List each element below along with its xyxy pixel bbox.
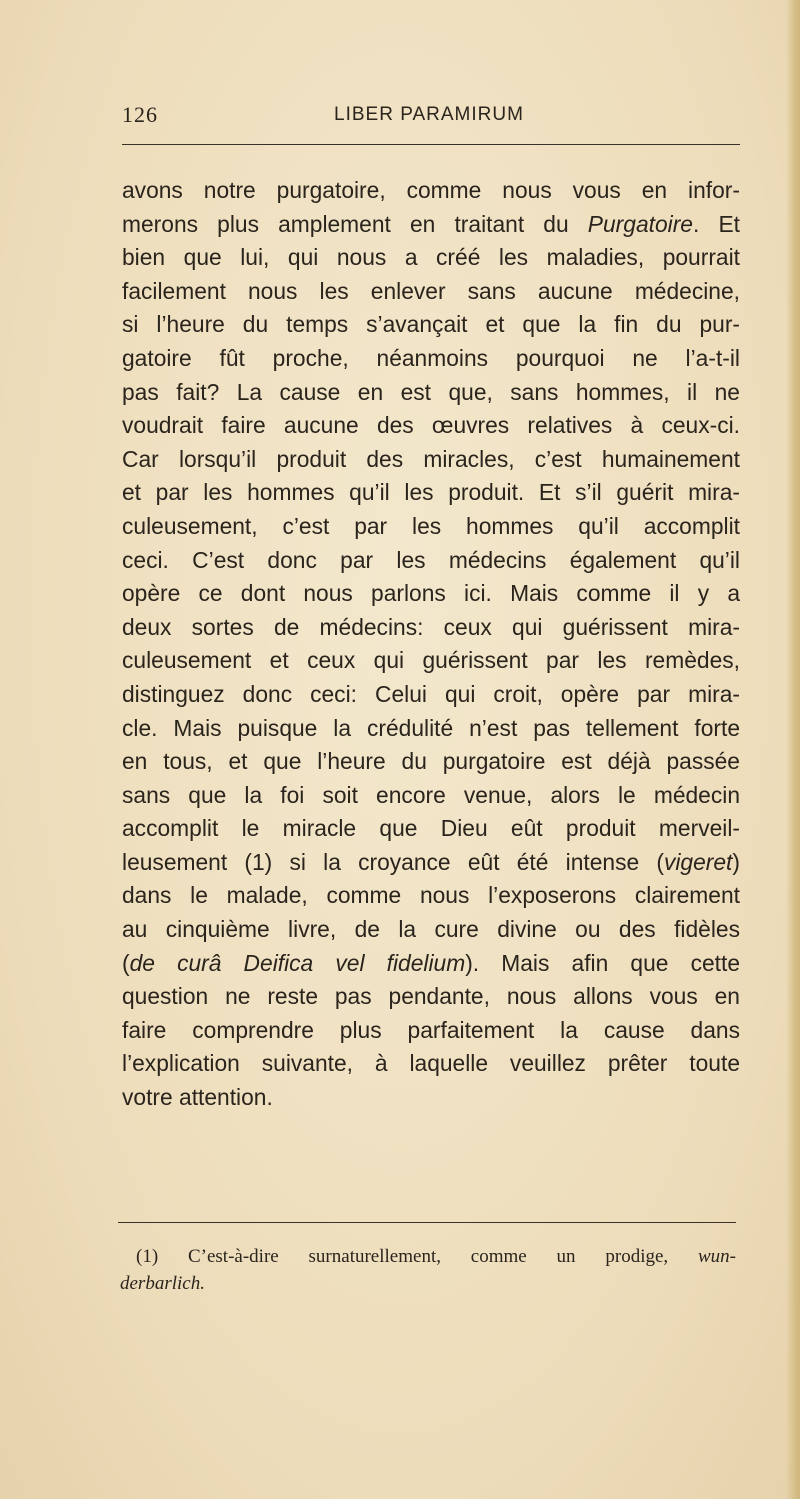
text-line: deux sortes de médecins: ceux qui guérissent mira- [122, 613, 740, 640]
text-line: bien que lui, qui nous a créé les maladies, pourrait [122, 244, 740, 271]
italic-text: wun- [698, 1246, 736, 1267]
text-line: gatoire fût proche, néanmoins pourquoi ne l’a-t-il [122, 344, 740, 371]
italic-text: vigeret [663, 848, 733, 875]
footnote-line [120, 1270, 736, 1297]
text-line: opère ce dont nous parlons ici. Mais comme il y a [122, 580, 740, 607]
italic-text: de curâ Deifica vel fidelium [129, 949, 466, 976]
text-line: question ne reste pas pendante, nous allons vous en [122, 983, 740, 1010]
text-line: facilement nous les enlever sans aucune médecine, [122, 277, 740, 304]
text-line: ceci. C’est donc par les médecins également qu’il [122, 546, 740, 573]
text-line: au cinquième livre, de la cure divine ou des fidèles [122, 916, 740, 943]
text-line: dans le malade, comme nous l’exposerons clairement [122, 882, 740, 909]
body-text [122, 174, 740, 1115]
text-line: (de curâ Deifica vel fidelium). Mais afin que cette [122, 949, 740, 976]
text-line: distinguez donc ceci: Celui qui croit, opère par mira- [122, 680, 740, 707]
text-line: sans que la foi soit encore venue, alors le médecin [122, 781, 740, 808]
text-line: si l’heure du temps s’avançait et que la fin du pur- [122, 311, 740, 338]
text-line: accomplit le miracle que Dieu eût produit merveil- [122, 815, 740, 842]
text-line: pas fait? La cause en est que, sans hommes, il ne [122, 378, 740, 405]
text-line: en tous, et que l’heure du purgatoire est déjà passée [122, 748, 740, 775]
header-rule [122, 144, 740, 145]
italic-text: Purgatoire [587, 210, 693, 237]
text-line: culeusement, c’est par les hommes qu’il accomplit [122, 512, 740, 539]
page-number: 126 [122, 102, 158, 127]
text-line: merons plus amplement en traitant du Purgatoire. Et [122, 210, 740, 237]
page-header [122, 102, 740, 136]
text-line: leusement (1) si la croyance eût été intense (vigeret) [122, 848, 740, 875]
text-line: l’explication suivante, à laquelle veuillez prêter toute [122, 1050, 740, 1077]
text-line: votre attention. [122, 1084, 273, 1111]
text-line: faire comprendre plus parfaitement la cause dans [122, 1016, 740, 1043]
text-line: et par les hommes qu’il les produit. Et s’il guérit mira- [122, 479, 740, 506]
running-head: LIBER PARAMIRUM [334, 104, 524, 125]
text-line: avons notre purgatoire, comme nous vous en infor- [122, 177, 740, 203]
text-line: voudrait faire aucune des œuvres relatives à ceux-ci. [122, 412, 740, 439]
text-line: cle. Mais puisque la crédulité n’est pas tellement forte [122, 714, 740, 741]
footnote [120, 1243, 736, 1297]
footnote-line: (1) C’est-à-dire surnaturellement, comme un prodige, wun- [136, 1246, 736, 1267]
italic-text: derbarlich. [120, 1273, 205, 1294]
footnote-rule [118, 1222, 736, 1223]
page-edge [786, 0, 800, 1499]
text-line: Car lorsqu’il produit des miracles, c’est humainement [122, 445, 740, 472]
text-line: culeusement et ceux qui guérissent par les remèdes, [122, 647, 740, 674]
